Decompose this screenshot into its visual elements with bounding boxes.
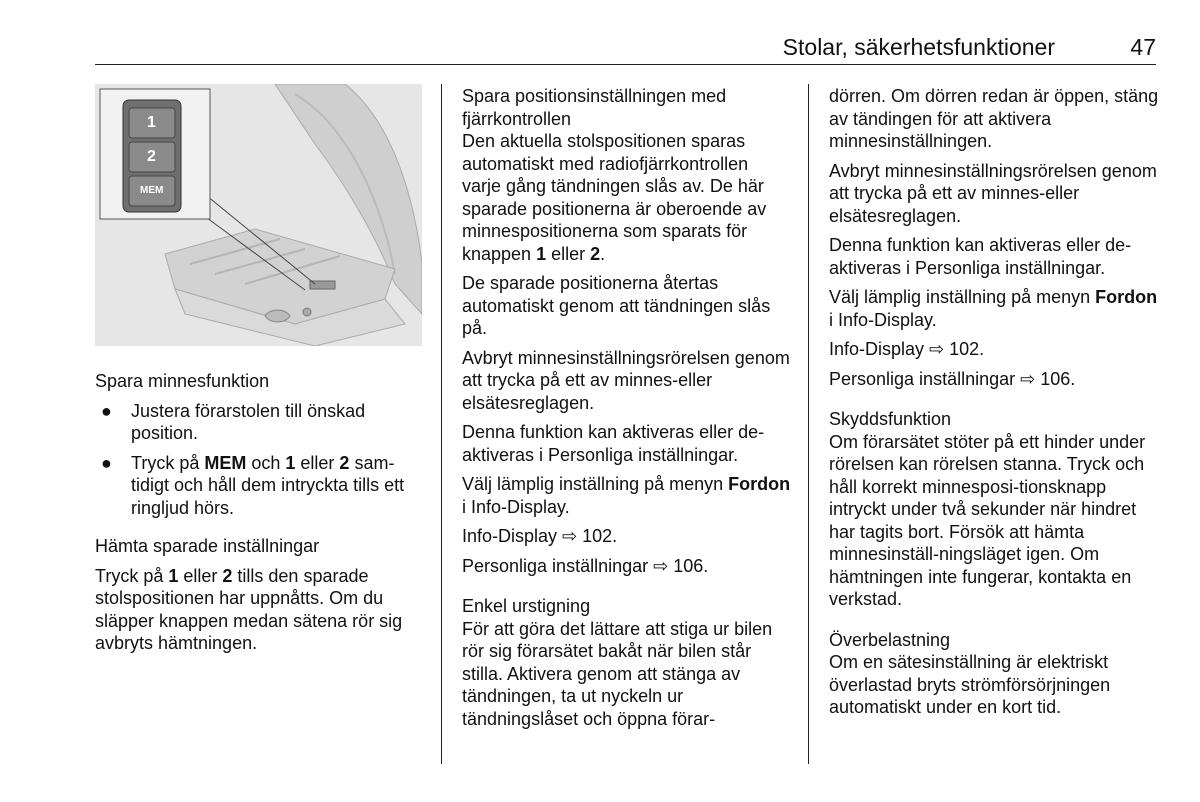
paragraph: Den aktuella stolspositionen sparas automatiskt med radiofjärrkontrollen varje gång tändningen slås av. De här sparade positionerna är oberoende av minnespositionerna som sparats för knappen 1 eller 2.: [462, 131, 767, 264]
heading-enkel-urstigning: Enkel urstigning: [462, 596, 591, 616]
button-1-label: 1: [147, 114, 156, 131]
bullet-text: Justera förarstolen till önskad position.: [131, 400, 366, 443]
list-item: [95, 452, 425, 520]
text: Tryck på: [131, 452, 205, 473]
bullet-icon: ●: [101, 400, 112, 421]
paragraph: Denna funktion kan aktiveras eller de-aktiveras i Personliga inställningar.: [462, 422, 765, 465]
cross-reference: Personliga inställningar ⇨ 106.: [829, 368, 1076, 389]
heading-skyddsfunktion: Skyddsfunktion: [829, 409, 952, 429]
bullet-icon: ●: [101, 452, 112, 473]
heading-hamta-installningar: Hämta sparade inställningar: [95, 536, 320, 556]
paragraph: De sparade positionerna återtas automatiskt genom att tändningen slås på.: [462, 273, 771, 338]
heading-overbelastning: Överbelastning: [829, 629, 951, 650]
text: och: [246, 452, 286, 473]
button-2-ref: 2: [339, 452, 350, 473]
bullet-list: [95, 400, 425, 520]
paragraph: För att göra det lättare att stiga ur bilen rör sig förarsätet bakåt när bilen står stilla. Aktivera genom att stänga av tändningen, ta ut nyckeln ur tändningslåset och öppna förar-: [462, 618, 773, 729]
column-3: [829, 85, 1159, 726]
text: eller: [295, 452, 340, 473]
page-number: 47: [1130, 34, 1156, 60]
column-2: [462, 85, 792, 737]
button-2-label: 2: [147, 148, 156, 165]
cross-reference: Info-Display ⇨ 102.: [829, 339, 985, 359]
heading-spara-minnesfunktion: Spara minnesfunktion: [95, 371, 270, 391]
paragraph: Välj lämplig inställning på menyn Fordon i Info-Display.: [829, 287, 1158, 330]
seat-illustration-svg: [95, 84, 422, 346]
paragraph: Om förarsätet stöter på ett hinder under rörelsen kan rörelsen stanna. Tryck och håll korrekt minnesposi-tionsknapp intryckt under två sekunder när hindret har tagits bort. Försök att hämta minnesinställ-ningsläget igen. Om hämtningen inte fungerar, kontakta en verkstad.: [829, 431, 1146, 609]
text: sam-tidigt och håll dem intryckta tills ett ringljud hörs.: [131, 452, 405, 518]
column-divider-2: [808, 84, 809, 764]
column-divider-1: [441, 84, 442, 764]
list-item: [95, 400, 425, 445]
cross-reference: Personliga inställningar ⇨ 106.: [462, 555, 709, 576]
paragraph: Avbryt minnesinställningsrörelsen genom att trycka på ett av minnes-eller elsätesreglagen.: [829, 160, 1157, 226]
column-1: [95, 370, 425, 662]
header-rule: [95, 64, 1156, 65]
mem-label: MEM: [204, 452, 247, 473]
heading-spara-fjarrkontroll: Spara positionsinställningen med fjärrkontrollen: [462, 86, 727, 129]
button-mem-label: MEM: [140, 185, 164, 196]
paragraph: Tryck på 1 eller 2 tills den sparade stolspositionen har uppnåtts. Om du släpper knappen medan sätena rör sig avbryts hämtningen.: [95, 565, 403, 653]
seat-memory-illustration: [95, 84, 422, 346]
cross-reference: Info-Display ⇨ 102.: [462, 526, 618, 546]
paragraph: dörren. Om dörren redan är öppen, stäng av tändingen för att aktivera minnesinställningen.: [829, 86, 1159, 151]
button-1-ref: 1: [285, 452, 296, 473]
paragraph: Om en sätesinställning är elektriskt överlastad bryts strömförsörjningen automatiskt under en kort tid.: [829, 652, 1111, 717]
paragraph: Välj lämplig inställning på menyn Fordon i Info-Display.: [462, 474, 791, 517]
paragraph: Denna funktion kan aktiveras eller de-aktiveras i Personliga inställningar.: [829, 235, 1132, 278]
page-header-title: Stolar, säkerhetsfunktioner: [782, 34, 1055, 60]
paragraph: Avbryt minnesinställningsrörelsen genom att trycka på ett av minnes-eller elsätesreglagen.: [462, 347, 790, 413]
